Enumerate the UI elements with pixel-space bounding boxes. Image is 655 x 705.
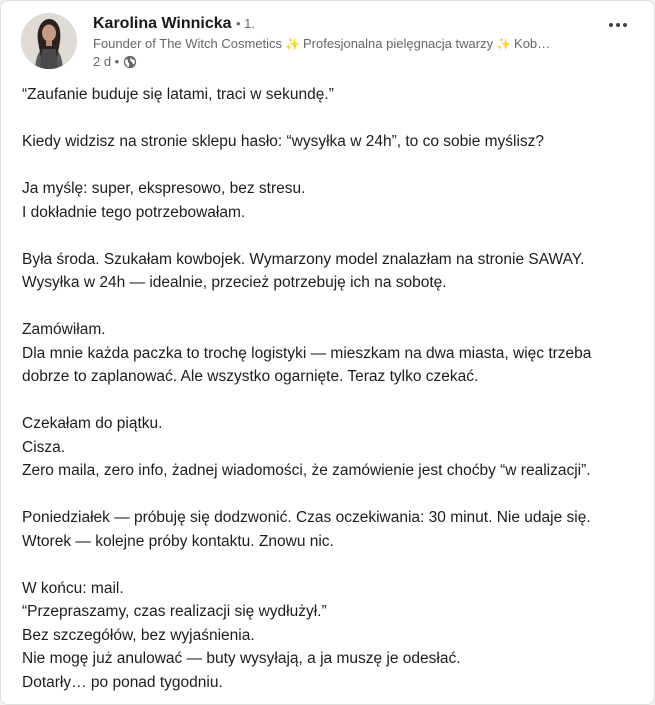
post-text-line: Kiedy widzisz na stronie sklepu hasło: “wysyłka w 24h”, to co sobie myślisz? xyxy=(22,133,545,150)
author-avatar[interactable] xyxy=(21,13,77,69)
paragraph-gap xyxy=(22,389,634,413)
sparkle-emoji-icon: ✨ xyxy=(285,37,301,51)
post-text-line: Poniedziałek — próbuję się dodzwonić. Czas oczekiwania: 30 minut. Nie udaje się. xyxy=(22,509,591,526)
paragraph-gap xyxy=(22,483,634,507)
post-text-line: Dla mnie każda paczka to trochę logistyki — mieszkam na dwa miasta, więc trzeba xyxy=(22,344,592,362)
post-text-line: Zero maila, zero info, żadnej wiadomości, że zamówienie jest choćby “w realizacji”. xyxy=(22,462,591,479)
avatar-photo xyxy=(21,13,77,69)
paragraph-gap xyxy=(22,224,634,248)
paragraph-gap xyxy=(22,295,634,319)
post-body xyxy=(22,83,634,694)
post-time-row xyxy=(93,53,602,71)
post-text-line: “Przepraszamy, czas realizacji się wydłużył.” xyxy=(22,603,327,620)
paragraph-gap xyxy=(22,107,634,131)
post-text-line: “Zaufanie buduje się latami, traci w sekundę.” xyxy=(22,86,334,103)
headline-part-3: Kob… xyxy=(514,36,551,51)
globe-icon xyxy=(123,55,137,69)
paragraph-gap xyxy=(22,553,634,577)
connection-degree: • 1. xyxy=(236,16,256,31)
paragraph-gap xyxy=(22,154,634,178)
post-text-line: W końcu: mail. xyxy=(22,579,124,597)
post-text-line: Czekałam do piątku. xyxy=(22,415,163,432)
more-options-icon[interactable] xyxy=(604,15,632,35)
sparkle-emoji-icon: ✨ xyxy=(496,37,512,51)
post-text-line: Zamówiłam. xyxy=(22,321,106,338)
author-headline xyxy=(93,35,593,53)
post-text-line: dobrze to zaplanować. Ale wszystko ogarnięte. Teraz tylko czekać. xyxy=(22,368,479,385)
post-text-line: Nie mogę już anulować — buty wysyłają, a ja muszę je odesłać. xyxy=(22,650,461,667)
headline-part-1: Founder of The Witch Cosmetics xyxy=(93,36,283,51)
post-text-line: Cisza. xyxy=(22,438,66,456)
author-meta xyxy=(93,13,602,71)
post-text-line: Wysyłka w 24h — idealnie, przecież potrzebuję ich na sobotę. xyxy=(22,274,447,291)
post-text-line: Wtorek — kolejne próby kontaktu. Znowu nic. xyxy=(22,532,334,550)
author-name[interactable]: Karolina Winnicka xyxy=(93,15,232,32)
post-time: 2 d • xyxy=(93,54,120,69)
post-text-line: Bez szczegółów, bez wyjaśnienia. xyxy=(22,626,255,644)
post-text-line: Dotarły… po ponad tygodniu. xyxy=(22,673,223,691)
author-name-row xyxy=(93,13,602,35)
post-text-line: Była środa. Szukałam kowbojek. Wymarzony model znalazłam na stronie SAWAY. xyxy=(22,250,585,268)
post-header xyxy=(21,13,642,73)
headline-part-2: Profesjonalna pielęgnacja twarzy xyxy=(303,36,494,51)
post-text-line: I dokładnie tego potrzebowałam. xyxy=(22,203,246,221)
post-text-line: Ja myślę: super, ekspresowo, bez stresu. xyxy=(22,180,306,197)
